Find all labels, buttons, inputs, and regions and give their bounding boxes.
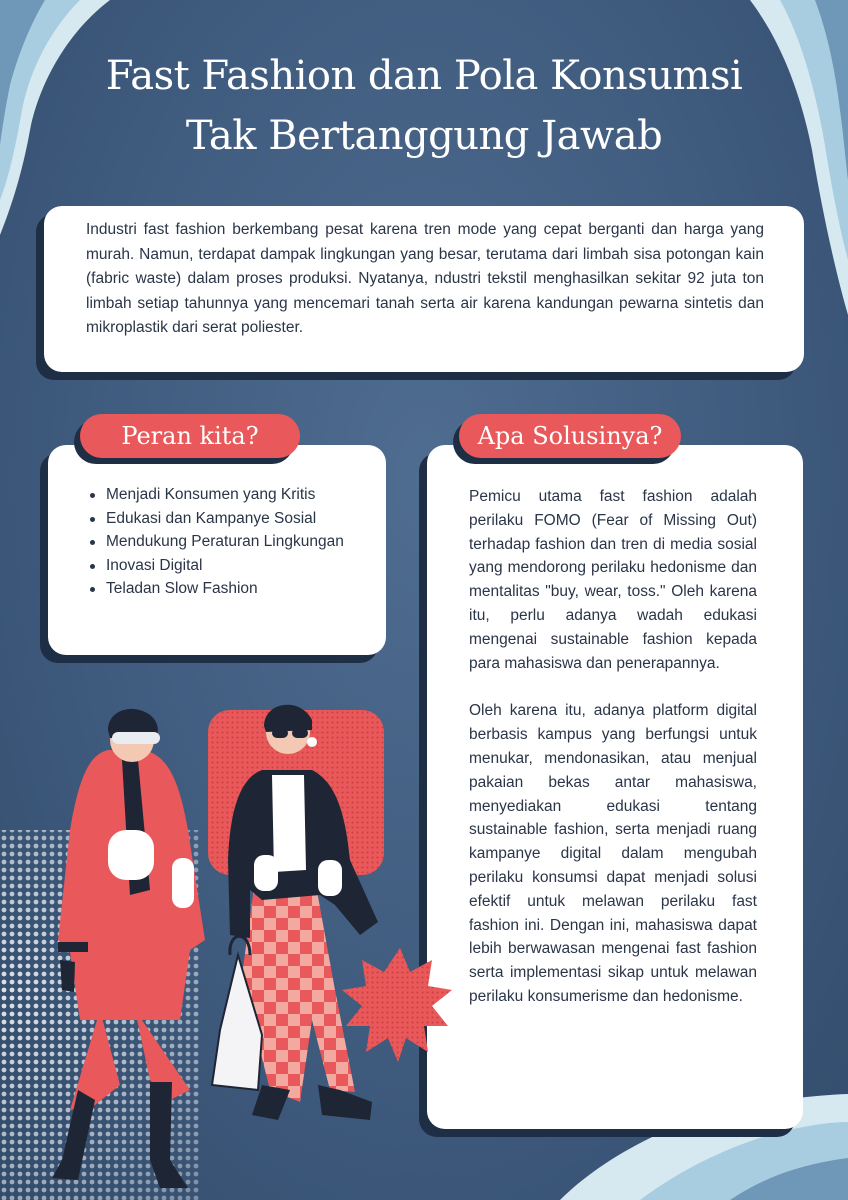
peran-card — [48, 445, 386, 655]
list-item: Inovasi Digital — [106, 554, 386, 578]
peran-list — [48, 445, 386, 601]
list-item: Mendukung Peraturan Lingkungan — [106, 530, 386, 554]
solusi-paragraph-2: Oleh karena itu, adanya platform digital berbasis kampus yang berfungsi untuk menukar, mendonasikan, atau menjual pakaian bekas antar mahasiswa, menyediakan edukasi tentang sustainable fashion, serta menjadi ruang kampanye digital dalam mengubah perilaku konsumsi dapat menjadi solusi efektif untuk melawan perilaku fast fashion ini. Dengan ini, mahasiswa dapat lebih berwawasan mengenai fast fashion serta implementasi sikap untuk melawan perilaku konsumerisme dan hedonisme. — [469, 702, 757, 1005]
title-line-1: Fast Fashion dan Pola Konsumsi — [105, 53, 743, 99]
list-item: Menjadi Konsumen yang Kritis — [106, 483, 386, 507]
page-title — [0, 46, 848, 166]
list-item: Teladan Slow Fashion — [106, 577, 386, 601]
solusi-heading: Apa Solusinya? — [459, 414, 681, 458]
peran-heading: Peran kita? — [80, 414, 300, 458]
starburst-icon — [342, 948, 452, 1062]
list-item: Edukasi dan Kampanye Sosial — [106, 507, 386, 531]
intro-card — [44, 206, 804, 372]
solusi-paragraph-1: Pemicu utama fast fashion adalah perilaku FOMO (Fear of Missing Out) terhadap fashion dan tren di media sosial yang mendorong perilaku hedonisme dan mentalitas "buy, wear, toss." Oleh karena itu, perlu adanya wadah edukasi mengenai sustainable fashion kepada para mahasiswa dan penerapannya. — [469, 488, 757, 672]
title-line-2: Tak Bertanggung Jawab — [185, 113, 663, 159]
fashion-illustration — [0, 690, 460, 1200]
intro-text: Industri fast fashion berkembang pesat karena tren mode yang cepat berganti dan harga yang murah. Namun, terdapat dampak lingkungan yang besar, terutama dari limbah sisa potongan kain (fabric waste) dalam proses produksi. Nyatanya, ndustri tekstil menghasilkan sekitar 92 juta ton limbah setiap tahunnya yang mencemari tanah serta air karena kandungan pewarna sintetis dan mikroplastik dari serat poliester. — [86, 221, 764, 336]
solusi-card — [427, 445, 803, 1129]
